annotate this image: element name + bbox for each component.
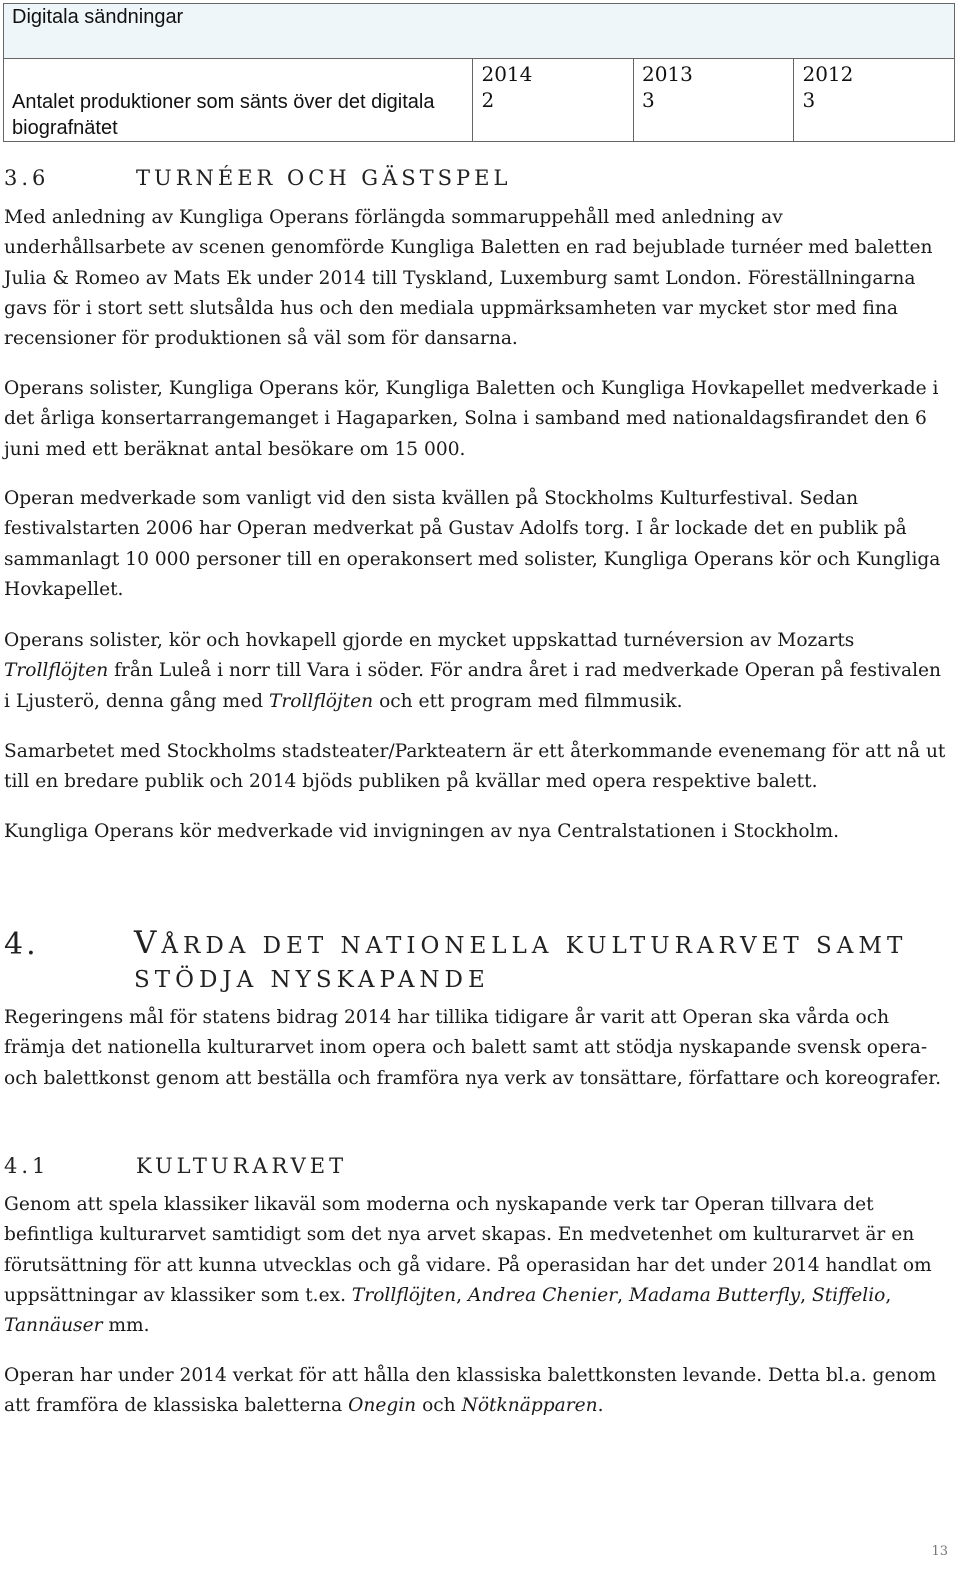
table-row xyxy=(4,59,955,142)
year-value: 3 xyxy=(641,88,655,112)
year-value: 2 xyxy=(481,88,495,112)
paragraph: Med anledning av Kungliga Operans förlängda sommaruppehåll med anledning av underhållsarbete av scenen genomförde Kungliga Baletten en rad bejublade turnéer med baletten Julia & Romeo av Mats Ek under 2014 till Tyskland, Luxemburg samt London. Föreställningarna gavs för i stort sett slutsålda hus och den mediala uppmärksamheten var mycket stor med fina recensioner för produktionen så väl som för dansarna. xyxy=(4,207,933,350)
table-cell-2014 xyxy=(473,59,634,142)
paragraph: Regeringens mål för statens bidrag 2014 har tillika tidigare år varit att Operan ska vårda och främja det nationella kulturarvet inom opera och balett samt att stödja nyskapande svensk opera- och balettkonst genom att beställa och framföra nya verk av tonsättare, författare och koreografer. xyxy=(4,1007,942,1089)
chapter-title: VÅRDA DET NATIONELLA KULTURARVET SAMT STÖDJA NYSKAPANDE xyxy=(134,925,908,993)
section-title: KULTURARVET xyxy=(136,1154,348,1178)
paragraph: Samarbetet med Stockholms stadsteater/Parkteatern är ett återkommande evenemang för att nå ut till en bredare publik och 2014 bjöds publiken på kvällar med opera respektive balett. xyxy=(4,741,946,793)
paragraph: Operans solister, Kungliga Operans kör, Kungliga Baletten och Kungliga Hovkapellet medverkade i det årliga konsertarrangemanget i Hagaparken, Solna i samband med nationaldagsfirandet den 6 juni med ett beräknat antal besökare om 15 000. xyxy=(4,378,939,460)
section-number: 3.6 xyxy=(4,166,50,190)
paragraph: Genom att spela klassiker likaväl som moderna och nyskapande verk tar Operan tillvara det befintliga kulturarvet samtidigt som det nya arvet skapas. En medvetenhet om kulturarvet är en förutsättning för att kunna utvecklas och gå vidare. På operasidan har det under 2014 handlat om uppsättningar av klassiker som t.ex. Trollflöjten, Andrea Chenier, Madama Butterfly, Stiffelio, Tannäuser mm. xyxy=(4,1194,932,1337)
section-heading-4-1 xyxy=(4,1154,347,1178)
year-header: 2012 xyxy=(802,62,854,86)
paragraph: Operans solister, kör och hovkapell gjorde en mycket uppskattad turnéversion av Mozarts Trollflöjten från Luleå i norr till Vara i söder. För andra året i rad medverkade Operan på festivalen i Ljusterö, denna gång med Trollflöjten och ett program med filmmusik. xyxy=(4,630,942,712)
section-heading-3-6 xyxy=(4,166,511,190)
section-number: 4.1 xyxy=(4,1154,50,1178)
paragraph: Kungliga Operans kör medverkade vid invigningen av nya Centralstationen i Stockholm. xyxy=(4,821,840,842)
year-header: 2013 xyxy=(641,62,693,86)
chapter-number: 4. xyxy=(4,927,39,962)
chapter-heading-4 xyxy=(4,926,934,997)
table-row-label: Antalet produktioner som sänts över det digitala biografnätet xyxy=(4,59,473,142)
page-number: 13 xyxy=(931,1544,948,1559)
table-section-title: Digitala sändningar xyxy=(4,4,955,59)
year-header: 2014 xyxy=(481,62,533,86)
section-title: TURNÉER OCH GÄSTSPEL xyxy=(136,166,512,190)
year-value: 3 xyxy=(802,88,816,112)
digital-broadcasts-table xyxy=(3,3,955,142)
table-cell-2012 xyxy=(794,59,955,142)
paragraph: Operan medverkade som vanligt vid den sista kvällen på Stockholms Kulturfestival. Sedan festivalstarten 2006 har Operan medverkat på Gustav Adolfs torg. I år lockade det en publik på sammanlagt 10 000 personer till en operakonsert med solister, Kungliga Operans kör och Kungliga Hovkapellet. xyxy=(4,488,941,600)
paragraph: Operan har under 2014 verkat för att hålla den klassiska balettkonsten levande. Detta bl.a. genom att framföra de klassiska baletterna Onegin och Nötknäpparen. xyxy=(4,1365,937,1417)
table-cell-2013 xyxy=(633,59,794,142)
